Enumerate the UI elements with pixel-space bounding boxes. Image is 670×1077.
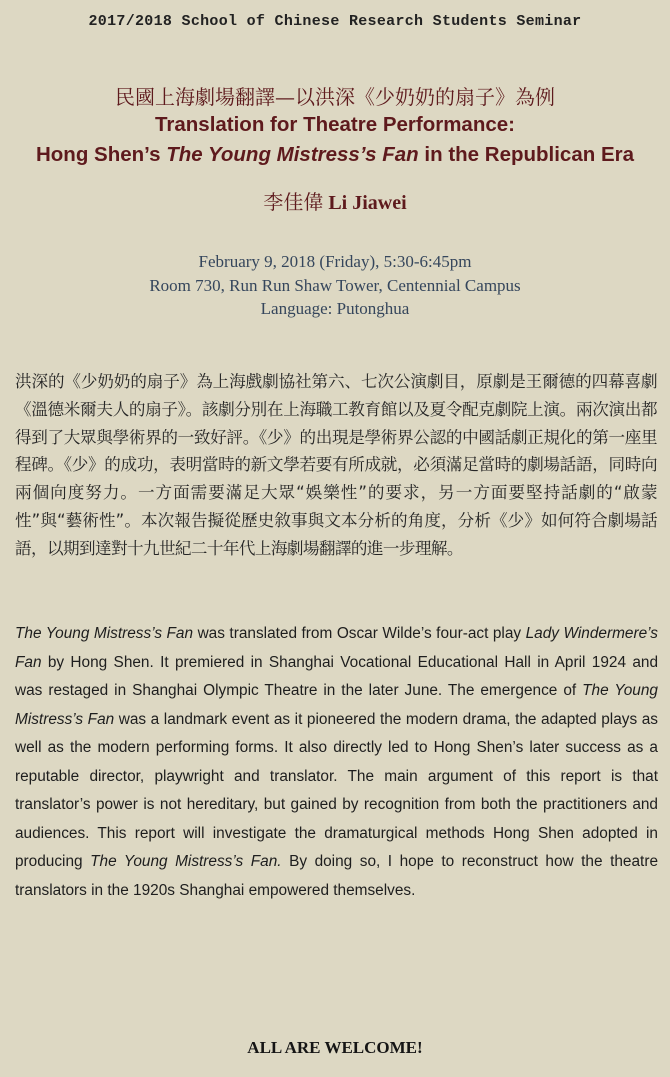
abstract-text: by Hong Shen. It premiered in Shanghai Vocational Educational Hall in April 1924 and was restaged in Shanghai Olympic Theatre in the later June. The emergence of bbox=[15, 653, 658, 699]
event-language: Language: Putonghua bbox=[260, 299, 410, 318]
title-prefix: Hong Shen’s bbox=[35, 143, 167, 166]
speaker-name bbox=[0, 186, 670, 215]
abstract-original-play-title: Lady Windermere’s Fan bbox=[15, 625, 659, 671]
title-chinese: 民國上海劇場翻譯—以洪深《少奶奶的扇子》為例 bbox=[115, 85, 555, 109]
abstract-text: was a landmark event as it pioneered the modern drama, the adapted plays as well as the modern performing forms. It also directly led to Hong Shen’s later success as a reputable director, playwright and translator. The main argument of this report is that translator’s power is not hereditary, but gained by recognition from both the practitioners and audiences. This report will investigate the dramaturgical methods Hong Shen adopted in producing bbox=[15, 710, 658, 870]
speaker-name-english: Li Jiawei bbox=[328, 192, 407, 214]
title-english-line1: Translation for Theatre Performance: bbox=[155, 113, 515, 136]
seminar-series-header: 2017/2018 School of Chinese Research Students Seminar bbox=[88, 13, 582, 30]
event-details bbox=[0, 250, 670, 321]
speaker-name-chinese: 李佳偉 bbox=[263, 190, 324, 214]
welcome-message: ALL ARE WELCOME! bbox=[247, 1038, 423, 1057]
title-suffix: in the Republican Era bbox=[418, 143, 635, 166]
abstract-text: was translated from Oscar Wilde’s four-act play bbox=[193, 625, 526, 642]
event-venue: Room 730, Run Run Shaw Tower, Centennial Campus bbox=[149, 275, 521, 295]
abstract-chinese: 洪深的《少奶奶的扇子》為上海戲劇協社第六、七次公演劇目，原劇是王爾德的四幕喜劇《溫德米爾夫人的扇子》。該劇分別在上海職工教育館以及夏令配克劇院上演。兩次演出都得到了大眾與學術界的一致好評。《少》的出現是學術界公認的中國話劇正規化的第一座里程碑。《少》的成功，表明當時的新文學若要有所成就，必須滿足當時的劇場話語，同時向兩個向度努力。一方面需要滿足大眾“娛樂性”的要求，另一方面要堅持話劇的“啟蒙性”與“藝術性”。本次報告擬從歷史敘事與文本分析的角度，分析《少》如何符合劇場話語，以期到達對十九世紀二十年代上海劇場翻譯的進一步理解。 bbox=[15, 372, 657, 558]
title-english-line2 bbox=[0, 140, 670, 170]
abstract-play-title: The Young Mistress’s Fan. bbox=[90, 853, 282, 870]
abstract-text: By doing so, I hope to reconstruct how the theatre translators in the 1920s Shanghai empowered themselves. bbox=[15, 853, 658, 899]
event-datetime: February 9, 2018 (Friday), 5:30-6:45pm bbox=[198, 252, 472, 271]
talk-title bbox=[0, 84, 670, 170]
abstract-english bbox=[15, 620, 658, 905]
title-play-name: The Young Mistress’s Fan bbox=[166, 143, 419, 166]
abstract-play-title: The Young Mistress’s Fan bbox=[15, 682, 658, 728]
abstract-play-title: The Young Mistress’s Fan bbox=[15, 625, 194, 642]
